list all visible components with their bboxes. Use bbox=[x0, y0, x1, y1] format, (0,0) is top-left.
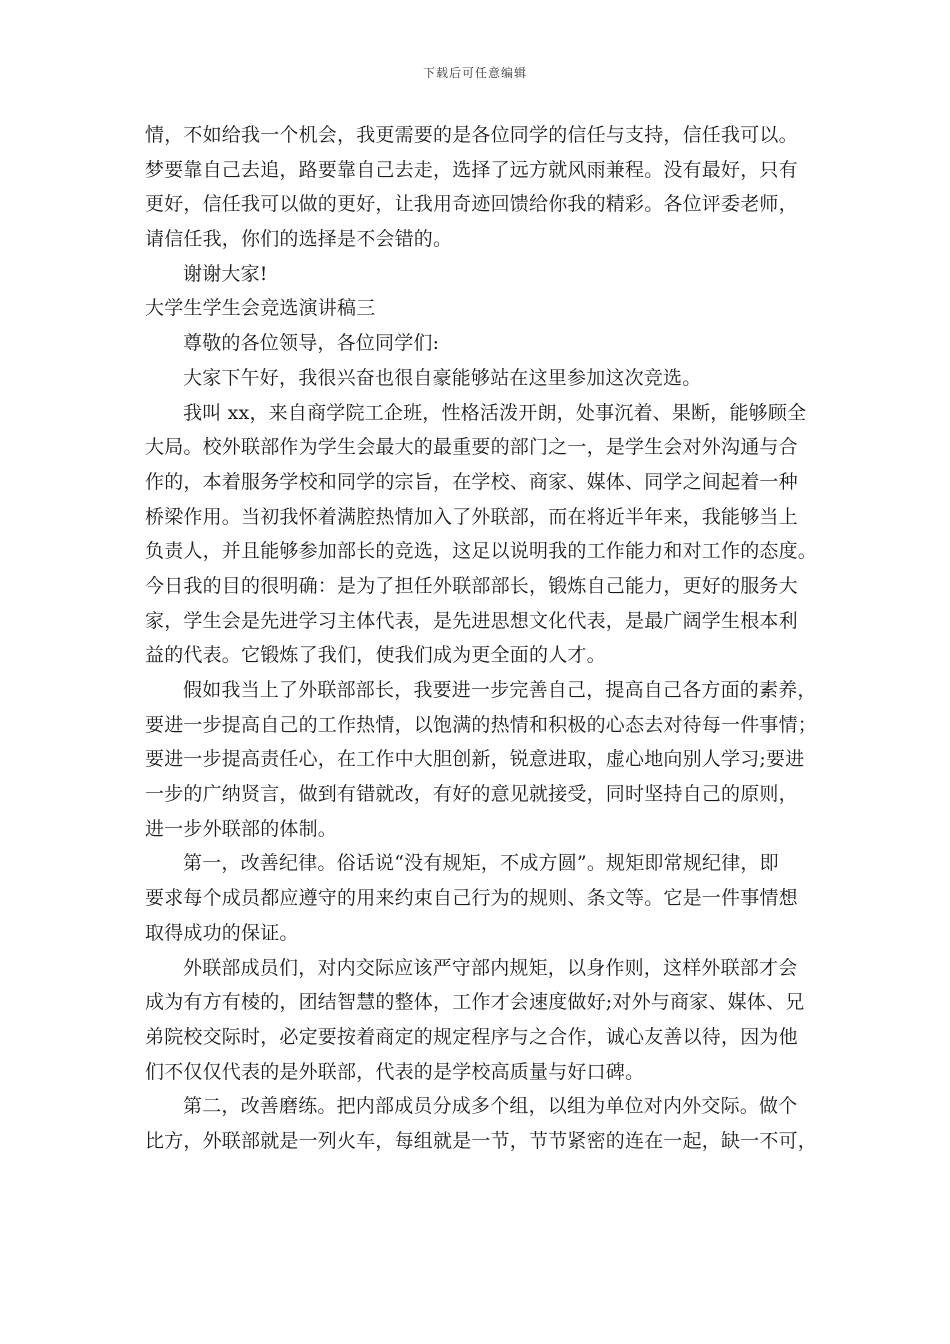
text-line: 负责人，并且能够参加部长的竞选，这足以说明我的工作能力和对工作的态度。 bbox=[145, 540, 818, 563]
text-line: 今日我的目的很明确：是为了担任外联部部长，锻炼自己能力，更好的服务大 bbox=[145, 574, 798, 597]
text-line: 大家下午好，我很兴奋也很自豪能够站在这里参加这次竞选。 bbox=[183, 366, 702, 389]
text-line: 大局。校外联部作为学生会最大的最重要的部门之一，是学生会对外沟通与合 bbox=[145, 436, 798, 459]
text-line: 要进一步提高责任心，在工作中大胆创新，锐意进取，虚心地向别人学习;要进 bbox=[145, 748, 805, 771]
text-line: 成为有方有棱的，团结智慧的整体，工作才会速度做好;对外与商家、媒体、兄 bbox=[145, 991, 805, 1014]
text-line: 请信任我，你们的选择是不会错的。 bbox=[145, 228, 453, 251]
text-line: 弟院校交际时，必定要按着商定的规定程序与之合作，诚心友善以待，因为他 bbox=[145, 1025, 798, 1048]
text-line: 谢谢大家! bbox=[183, 262, 268, 285]
text-line: 我叫 xx，来自商学院工企班，性格活泼开朗，处事沉着、果断，能够顾全 bbox=[183, 401, 807, 424]
text-line: 尊敬的各位领导，各位同学们: bbox=[183, 332, 440, 355]
text-line: 作的，本着服务学校和同学的宗旨，在学校、商家、媒体、同学之间起着一种 bbox=[145, 470, 798, 493]
text-line: 家，学生会是先进学习主体代表，是先进思想文化代表，是最广阔学生根本利 bbox=[145, 609, 798, 632]
page-header: 下载后可任意编辑 bbox=[422, 66, 527, 80]
text-line: 要求每个成员都应遵守的用来约束自己行为的规则、条文等。它是一件事情想 bbox=[145, 887, 798, 910]
text-line: 要进一步提高自己的工作热情，以饱满的热情和积极的心态去对待每一件事情； bbox=[145, 713, 818, 736]
text-line: 一步的广纳贤言，做到有错就改，有好的意见就接受，同时坚持自己的原则， bbox=[145, 783, 798, 806]
text-line: 比方，外联部就是一列火车，每组就是一节，节节紧密的连在一起，缺一不可， bbox=[145, 1129, 818, 1152]
text-line: 进一步外联部的体制。 bbox=[145, 817, 338, 840]
text-line: 梦要靠自己去追，路要靠自己去走，选择了远方就风雨兼程。没有最好，只有 bbox=[145, 158, 798, 181]
document-body bbox=[145, 118, 825, 1159]
text-line: 们不仅仅代表的是外联部，代表的是学校高质量与好口碑。 bbox=[145, 1060, 645, 1083]
text-line: 外联部成员们，对内交际应该严守部内规矩，以身作则，这样外联部才会 bbox=[183, 956, 798, 979]
text-line: 假如我当上了外联部部长，我要进一步完善自己，提高自己各方面的素养， bbox=[183, 679, 817, 701]
text-line: 益的代表。它锻炼了我们，使我们成为更全面的人才。 bbox=[145, 644, 606, 667]
text-line: 第一，改善纪律。俗话说“没有规矩，不成方圆”。规矩即常规纪律，即 bbox=[183, 852, 779, 875]
text-line: 桥梁作用。当初我怀着满腔热情加入了外联部，而在将近半年来，我能够当上 bbox=[145, 505, 798, 528]
text-line: 更好，信任我可以做的更好，让我用奇迹回馈给你我的精彩。各位评委老师， bbox=[145, 193, 798, 216]
text-line: 情，不如给我一个机会，我更需要的是各位同学的信任与支持，信任我可以。 bbox=[145, 124, 798, 146]
text-line: 第二，改善磨练。把内部成员分成多个组，以组为单位对内外交际。做个 bbox=[183, 1095, 798, 1118]
text-line: 大学生学生会竞选演讲稿三 bbox=[145, 297, 376, 320]
text-line: 取得成功的保证。 bbox=[145, 921, 299, 944]
